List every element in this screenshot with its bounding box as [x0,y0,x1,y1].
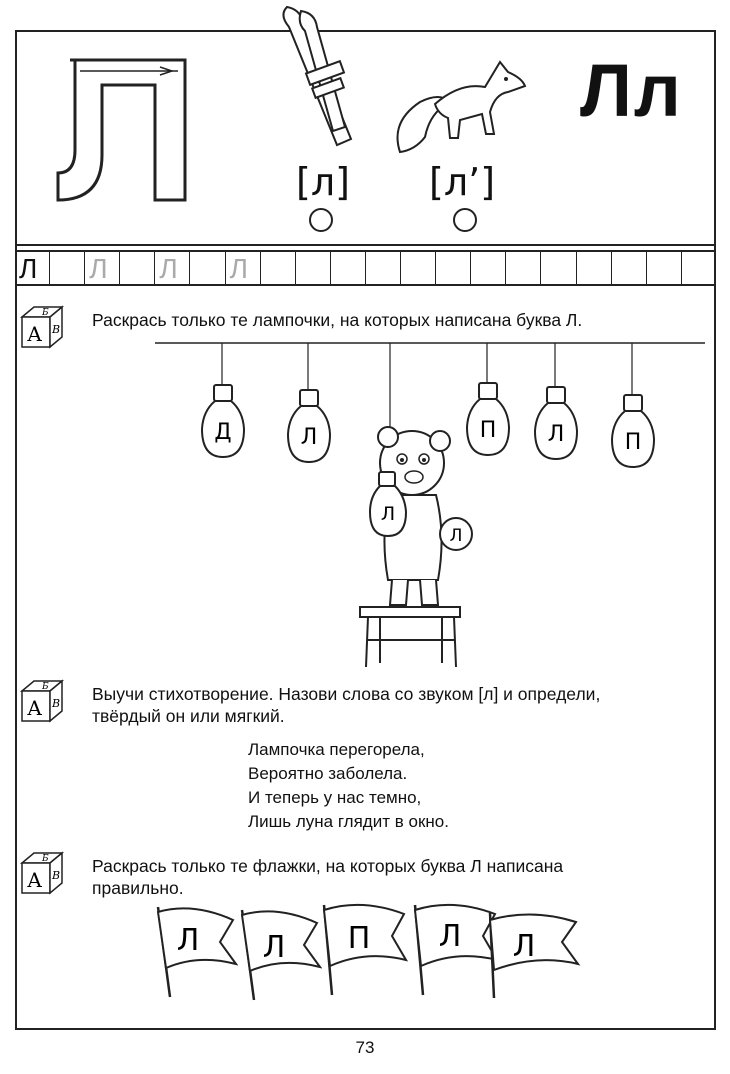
svg-text:Л: Л [262,930,286,965]
strip-cell[interactable] [541,252,576,284]
strip-cell[interactable] [401,252,436,284]
task-1-text: Раскрась только те лампочки, на которых написана буква Л. [92,310,583,330]
abc-cube-icon [18,303,66,351]
bulb-1[interactable] [198,383,248,461]
flag-5[interactable] [482,908,582,1003]
outline-letter-l-icon [40,45,200,205]
strip-cell[interactable] [647,252,682,284]
task-2-text: Выучи стихотворение. Назови слова со звуком [л] и определи, твёрдый он или мягкий. [92,684,601,726]
poem-line: Лишь луна глядит в окно. [248,812,449,831]
bulb-2[interactable] [284,388,334,466]
strip-cell[interactable]: Л [15,252,50,284]
bulb-4[interactable] [531,385,581,463]
poem [248,738,449,834]
svg-text:Л: Л [438,919,462,954]
svg-text:А: А [27,696,43,720]
svg-text:Л: Л [512,929,536,964]
bear-bulb-2[interactable] [438,512,474,554]
strip-cell[interactable] [50,252,85,284]
sound-hard-circle[interactable] [309,208,333,232]
svg-text:Л: Л [300,425,318,450]
page-number: 73 [355,1038,375,1057]
sound-soft-circle[interactable] [453,208,477,232]
svg-text:Д: Д [214,420,232,445]
svg-text:В: В [52,697,61,710]
strip-cell[interactable] [366,252,401,284]
sound-hard-label: [л] [296,160,350,204]
svg-text:П: П [624,430,642,455]
svg-text:В: В [52,323,61,336]
svg-text:А: А [27,868,43,892]
svg-text:П: П [347,921,371,956]
strip-cell[interactable] [120,252,155,284]
strip-cell[interactable] [436,252,471,284]
task-3-text: Раскрась только те флажки, на которых буква Л написана правильно. [92,856,564,898]
big-letters: Лл [580,49,683,132]
svg-text:Б: Б [42,308,49,318]
strip-cell[interactable]: Л [226,252,261,284]
fox-icon [390,42,530,162]
svg-text:В: В [52,869,61,882]
svg-text:П: П [479,418,497,443]
bulb-5[interactable] [608,393,658,471]
flag-2[interactable] [232,905,322,1005]
poem-line: Лампочка перегорела, [248,740,425,759]
strip-cell[interactable] [331,252,366,284]
strip-cell[interactable]: Л [155,252,190,284]
poem-line: И теперь у нас темно, [248,788,422,807]
strip-cell[interactable] [471,252,506,284]
svg-text:Л: Л [380,503,396,525]
bear-bulb-1[interactable] [367,470,409,540]
svg-text:Л: Л [547,422,565,447]
flag-1[interactable] [148,902,238,1002]
strip-cell[interactable]: Л [85,252,120,284]
strip-cell[interactable] [577,252,612,284]
poem-line: Вероятно заболела. [248,764,408,783]
svg-text:Б: Б [42,682,49,692]
svg-text:Л: Л [449,526,463,546]
svg-text:Л: Л [176,923,200,958]
svg-text:А: А [27,322,43,346]
header-divider [15,244,716,246]
flag-3[interactable] [314,900,409,1000]
abc-cube-icon [18,677,66,725]
strip-cell[interactable] [612,252,647,284]
sound-soft-label: [л’] [429,160,496,204]
abc-cube-icon [18,849,66,897]
strip-cell[interactable] [296,252,331,284]
strip-cell[interactable] [682,252,716,284]
strip-cell[interactable] [190,252,225,284]
svg-text:Б: Б [42,854,49,864]
strip-cell[interactable] [261,252,296,284]
strip-cell[interactable] [506,252,541,284]
writing-strip [15,250,716,286]
skis-icon [275,5,365,150]
